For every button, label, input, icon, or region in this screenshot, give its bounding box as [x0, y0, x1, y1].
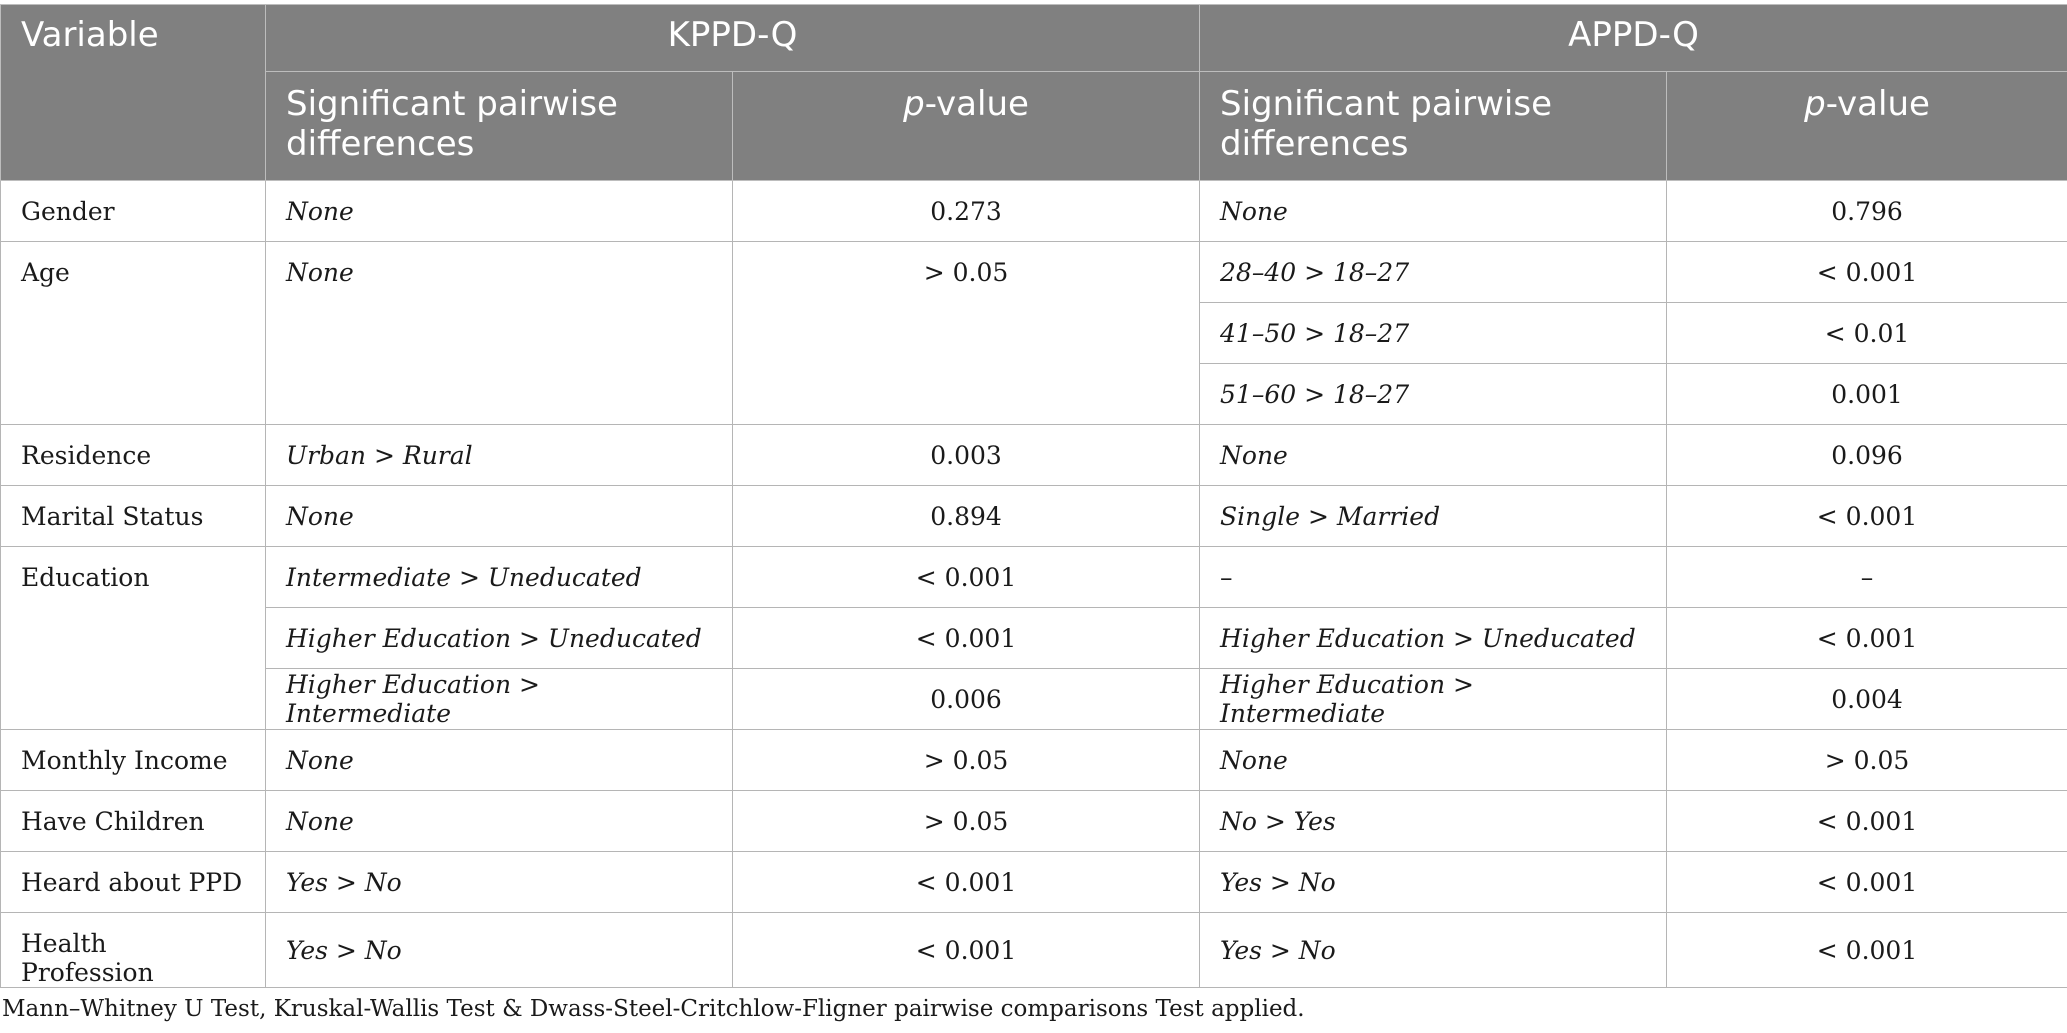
- header-appd-pvalue: [1667, 72, 2067, 181]
- header-row-groups: [1, 5, 2067, 72]
- kppd-pvalue-cell: < 0.001: [733, 852, 1200, 913]
- table-row: [1, 669, 2067, 730]
- kppd-pvalue-cell: > 0.05: [733, 730, 1200, 791]
- p-suffix: -value: [1825, 84, 1930, 124]
- appd-diff-cell: No > Yes: [1200, 791, 1667, 852]
- appd-pvalue-cell: < 0.001: [1667, 242, 2067, 303]
- header-group-appd: APPD-Q: [1200, 5, 2067, 72]
- variable-cell: Health Profession: [1, 913, 266, 988]
- appd-diff-cell: None: [1200, 730, 1667, 791]
- kppd-diff-cell: None: [266, 242, 733, 425]
- appd-diff-cell: None: [1200, 425, 1667, 486]
- table-footnote: Mann–Whitney U Test, Kruskal-Wallis Test & Dwass-Steel-Critchlow-Fligner pairwise comparisons Test applied.: [2, 996, 1305, 1022]
- variable-cell: Gender: [1, 181, 266, 242]
- variable-cell: Education: [1, 547, 266, 730]
- appd-diff-cell: Yes > No: [1200, 852, 1667, 913]
- kppd-diff-cell: Higher Education > Intermediate: [266, 669, 733, 730]
- kppd-diff-cell: None: [266, 730, 733, 791]
- table-row: [1, 730, 2067, 791]
- table-row: [1, 425, 2067, 486]
- header-variable: Variable: [1, 5, 266, 181]
- appd-diff-cell: 51–60 > 18–27: [1200, 364, 1667, 425]
- appd-pvalue-cell: –: [1667, 547, 2067, 608]
- variable-cell: Heard about PPD: [1, 852, 266, 913]
- appd-diff-cell: Higher Education > Intermediate: [1200, 669, 1667, 730]
- table-row: [1, 242, 2067, 303]
- header-kppd-diff: Significant pairwise differences: [266, 72, 733, 181]
- kppd-diff-cell: None: [266, 181, 733, 242]
- appd-pvalue-cell: < 0.001: [1667, 852, 2067, 913]
- kppd-diff-cell: None: [266, 486, 733, 547]
- variable-cell: Marital Status: [1, 486, 266, 547]
- header-group-kppd: KPPD-Q: [266, 5, 1200, 72]
- kppd-pvalue-cell: > 0.05: [733, 242, 1200, 425]
- appd-pvalue-cell: 0.004: [1667, 669, 2067, 730]
- appd-diff-cell: Single > Married: [1200, 486, 1667, 547]
- table-row: [1, 852, 2067, 913]
- kppd-diff-cell: Higher Education > Uneducated: [266, 608, 733, 669]
- appd-diff-cell: None: [1200, 181, 1667, 242]
- appd-pvalue-cell: < 0.001: [1667, 608, 2067, 669]
- kppd-diff-cell: Intermediate > Uneducated: [266, 547, 733, 608]
- appd-pvalue-cell: < 0.01: [1667, 303, 2067, 364]
- kppd-diff-cell: Urban > Rural: [266, 425, 733, 486]
- table-header: [1, 5, 2067, 181]
- appd-pvalue-cell: < 0.001: [1667, 791, 2067, 852]
- kppd-pvalue-cell: < 0.001: [733, 608, 1200, 669]
- appd-pvalue-cell: < 0.001: [1667, 913, 2067, 988]
- appd-diff-cell: Yes > No: [1200, 913, 1667, 988]
- p-letter: p: [1804, 84, 1826, 124]
- kppd-pvalue-cell: 0.006: [733, 669, 1200, 730]
- results-table-container: [0, 4, 2067, 988]
- kppd-pvalue-cell: 0.273: [733, 181, 1200, 242]
- table-row: [1, 181, 2067, 242]
- table-row: [1, 608, 2067, 669]
- table-row: [1, 913, 2067, 988]
- header-row-sub: [1, 72, 2067, 181]
- p-suffix: -value: [924, 84, 1029, 124]
- kppd-diff-cell: Yes > No: [266, 852, 733, 913]
- variable-cell: Monthly Income: [1, 730, 266, 791]
- appd-pvalue-cell: 0.096: [1667, 425, 2067, 486]
- appd-diff-cell: –: [1200, 547, 1667, 608]
- p-letter: p: [903, 84, 925, 124]
- appd-diff-cell: 41–50 > 18–27: [1200, 303, 1667, 364]
- kppd-diff-cell: None: [266, 791, 733, 852]
- table-body: [1, 181, 2067, 988]
- appd-diff-cell: 28–40 > 18–27: [1200, 242, 1667, 303]
- appd-pvalue-cell: 0.001: [1667, 364, 2067, 425]
- kppd-pvalue-cell: < 0.001: [733, 547, 1200, 608]
- kppd-pvalue-cell: 0.894: [733, 486, 1200, 547]
- variable-cell: Residence: [1, 425, 266, 486]
- kppd-pvalue-cell: 0.003: [733, 425, 1200, 486]
- table-row: [1, 791, 2067, 852]
- kppd-pvalue-cell: < 0.001: [733, 913, 1200, 988]
- appd-pvalue-cell: > 0.05: [1667, 730, 2067, 791]
- kppd-diff-cell: Yes > No: [266, 913, 733, 988]
- kppd-pvalue-cell: > 0.05: [733, 791, 1200, 852]
- pairwise-comparison-table: [0, 4, 2067, 988]
- header-appd-diff: Significant pairwise differences: [1200, 72, 1667, 181]
- variable-cell: Age: [1, 242, 266, 425]
- table-row: [1, 547, 2067, 608]
- header-kppd-pvalue: [733, 72, 1200, 181]
- appd-diff-cell: Higher Education > Uneducated: [1200, 608, 1667, 669]
- variable-cell: Have Children: [1, 791, 266, 852]
- appd-pvalue-cell: 0.796: [1667, 181, 2067, 242]
- appd-pvalue-cell: < 0.001: [1667, 486, 2067, 547]
- table-row: [1, 486, 2067, 547]
